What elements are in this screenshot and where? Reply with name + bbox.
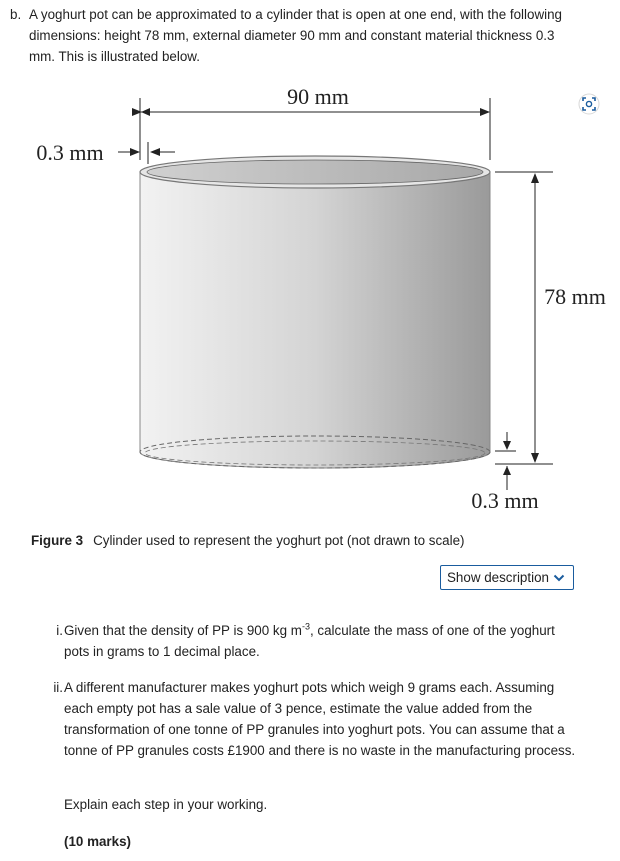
wall-thickness-label: 0.3 mm (36, 140, 104, 165)
cylinder-opening (147, 160, 483, 184)
question-text: A different manufacturer makes yoghurt pots which weigh 9 grams each. Assuming each empty pot has a sale value of 3 pence, estimate the value added from the transformation of one tonne of PP granules into yoghurt pots. You can assume that a tonne of PP granules costs £1900 and there is no waste in the manufacturing process. (64, 680, 576, 758)
chevron-down-icon (553, 573, 565, 583)
marks-label: (10 marks) (64, 834, 131, 849)
figure-caption-text: Cylinder used to represent the yoghurt pot (not drawn to scale) (93, 533, 465, 548)
base-thickness-label: 0.3 mm (471, 488, 539, 513)
cylinder-figure (0, 72, 620, 527)
explain-instruction: Explain each step in your working. (64, 797, 268, 812)
question-text: Given that the density of PP is 900 kg $m^{-3}$, calculate the mass of one of the yoghurt pots in grams to 1 decimal place. (64, 621, 555, 659)
question-ii (43, 677, 583, 761)
question-number: ii. (53, 680, 63, 695)
question-intro-text: A yoghurt pot can be approximated to a cylinder that is open at one end, with the following dimensions: height 78 mm, external diameter 90 mm and constant material thickness 0.3 mm. This is illustrated below. (29, 7, 562, 64)
height-label: 78 mm (544, 284, 606, 309)
question-intro (10, 4, 570, 67)
figure-caption (31, 533, 465, 548)
show-description-label: Show description (447, 570, 549, 585)
diameter-label: 90 mm (287, 84, 349, 109)
show-description-button[interactable] (440, 565, 574, 590)
figure-caption-label: Figure 3 (31, 533, 84, 548)
question-i (43, 620, 563, 662)
question-part-label: b. (10, 7, 22, 22)
cylinder-body (140, 172, 490, 468)
expand-icon[interactable] (578, 93, 600, 115)
question-number: i. (56, 623, 63, 638)
